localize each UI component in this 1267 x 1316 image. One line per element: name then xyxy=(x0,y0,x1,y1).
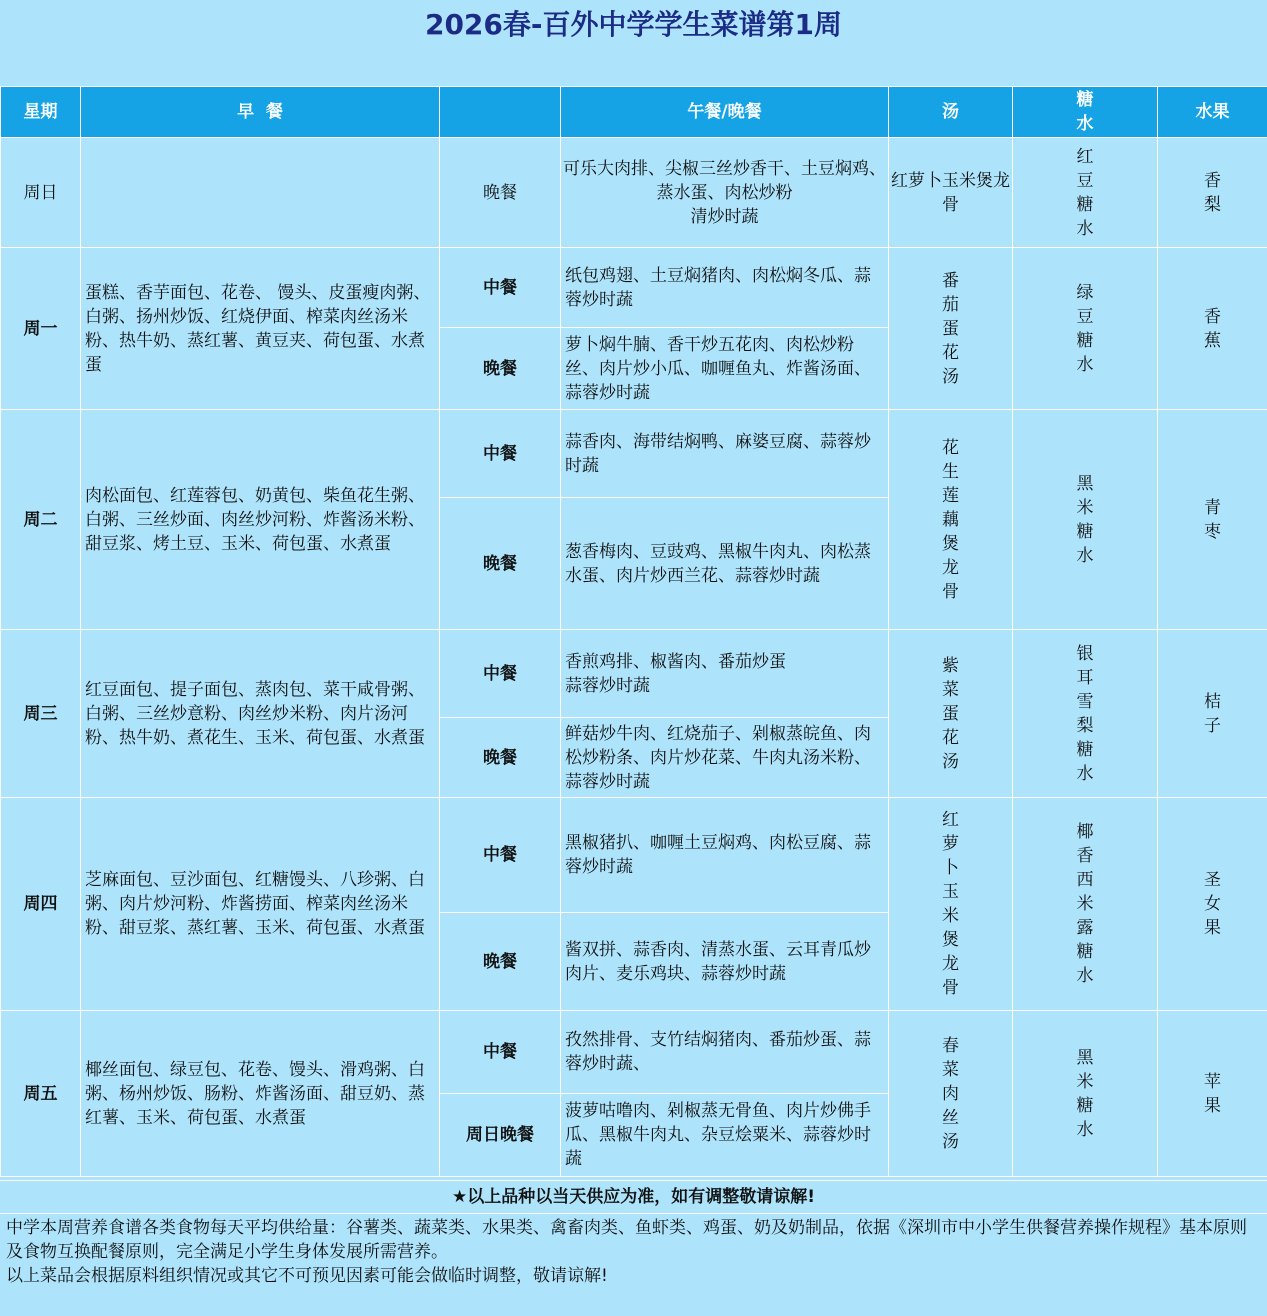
dishes-cell: 萝卜焖牛腩、香干炒五花肉、肉松炒粉丝、肉片炒小瓜、咖喱鱼丸、炸酱汤面、蒜蓉炒时蔬 xyxy=(561,328,889,410)
meal-type-cell: 中餐 xyxy=(440,410,561,498)
soup-cell xyxy=(889,138,1013,248)
soup-cell xyxy=(889,410,1013,630)
dishes-cell: 蒜香肉、海带结焖鸭、麻婆豆腐、蒜蓉炒时蔬 xyxy=(561,410,889,498)
soup-cell xyxy=(889,248,1013,410)
dishes-cell: 菠萝咕噜肉、剁椒蒸无骨鱼、肉片炒佛手瓜、黑椒牛肉丸、杂豆烩粟米、蒜蓉炒时蔬 xyxy=(561,1094,889,1177)
day-cell: 周五 xyxy=(1,1011,81,1177)
soup-text: 春菜肉丝汤 xyxy=(942,1035,959,1152)
day-cell: 周四 xyxy=(1,798,81,1011)
fruit-text: 青枣 xyxy=(1204,497,1221,542)
day-cell: 周一 xyxy=(1,248,81,410)
header-day: 星期 xyxy=(1,87,81,138)
fruit-text: 桔子 xyxy=(1204,691,1221,736)
sweet-soup-text: 绿豆糖水 xyxy=(1076,282,1094,375)
fruit-cell xyxy=(1158,138,1267,248)
table-row xyxy=(1,138,1267,248)
day-cell: 周三 xyxy=(1,630,81,798)
breakfast-cell: 蛋糕、香芋面包、花卷、 馒头、皮蛋瘦肉粥、白粥、扬州炒饭、红烧伊面、榨菜肉丝汤米粉、热牛奶、蒸红薯、黄豆夹、荷包蛋、水煮蛋 xyxy=(81,248,440,410)
day-cell: 周日 xyxy=(1,138,81,248)
soup-text: 红萝卜玉米煲龙骨 xyxy=(942,810,959,998)
table-row xyxy=(1,410,1267,498)
header-soup: 汤 xyxy=(889,87,1013,138)
sweet-soup-cell xyxy=(1013,138,1158,248)
adjustment-footnote: 以上菜品会根据原料组织情况或其它不可预见因素可能会做临时调整，敬请谅解! xyxy=(6,1266,608,1286)
sweet-soup-cell xyxy=(1013,1011,1158,1177)
dishes-cell: 可乐大肉排、尖椒三丝炒香干、土豆焖鸡、蒸水蛋、肉松炒粉 清炒时蔬 xyxy=(561,138,889,248)
header-breakfast: 早 餐 xyxy=(81,87,440,138)
meal-type-cell: 晚餐 xyxy=(440,328,561,410)
menu-table xyxy=(0,86,1267,1177)
dishes-cell: 酱双拼、蒜香肉、清蒸水蛋、云耳青瓜炒肉片、麦乐鸡块、蒜蓉炒时蔬 xyxy=(561,913,889,1011)
soup-text: 花生莲藕煲龙骨 xyxy=(942,437,959,602)
soup-cell xyxy=(889,630,1013,798)
header-row xyxy=(1,87,1267,138)
sweet-soup-cell xyxy=(1013,248,1158,410)
sweet-soup-cell xyxy=(1013,798,1158,1011)
breakfast-cell: 芝麻面包、豆沙面包、红糖馒头、八珍粥、白粥、肉片炒河粉、炸酱捞面、榨菜肉丝汤米粉、甜豆浆、蒸红薯、玉米、荷包蛋、水煮蛋 xyxy=(81,798,440,1011)
sweet-soup-text: 黑米糖水 xyxy=(1076,473,1094,566)
fruit-cell xyxy=(1158,410,1267,630)
menu-body xyxy=(1,138,1267,1177)
fruit-text: 苹果 xyxy=(1204,1071,1221,1116)
fruit-text: 香梨 xyxy=(1204,170,1221,215)
fruit-cell xyxy=(1158,630,1267,798)
dishes-cell: 鲜菇炒牛肉、红烧茄子、剁椒蒸皖鱼、肉松炒粉条、肉片炒花菜、牛肉丸汤米粉、蒜蓉炒时蔬 xyxy=(561,718,889,798)
dishes-cell: 香煎鸡排、椒酱肉、番茄炒蛋 蒜蓉炒时蔬 xyxy=(561,630,889,718)
sweet-soup-text: 黑米糖水 xyxy=(1076,1047,1094,1140)
header-meal-type xyxy=(440,87,561,138)
soup-text: 番茄蛋花汤 xyxy=(942,270,959,387)
fruit-cell xyxy=(1158,1011,1267,1177)
dishes-cell: 纸包鸡翅、土豆焖猪肉、肉松焖冬瓜、蒜蓉炒时蔬 xyxy=(561,248,889,328)
sweet-soup-text: 银耳雪梨糖水 xyxy=(1076,643,1094,784)
notice: ★以上品种以当天供应为准，如有调整敬请谅解! xyxy=(0,1180,1267,1214)
meal-type-cell: 中餐 xyxy=(440,1011,561,1094)
soup-text: 红萝卜玉米煲龙骨 xyxy=(891,170,1010,215)
dishes-cell: 孜然排骨、支竹结焖猪肉、番茄炒蛋、蒜蓉炒时蔬、 xyxy=(561,1011,889,1094)
table-row xyxy=(1,798,1267,913)
table-row xyxy=(1,1011,1267,1094)
day-cell: 周二 xyxy=(1,410,81,630)
meal-type-cell: 晚餐 xyxy=(440,718,561,798)
sweet-soup-cell xyxy=(1013,630,1158,798)
fruit-cell xyxy=(1158,798,1267,1011)
breakfast-cell xyxy=(81,138,440,248)
meal-type-cell: 中餐 xyxy=(440,248,561,328)
dishes-cell: 黑椒猪扒、咖喱土豆焖鸡、肉松豆腐、蒜蓉炒时蔬 xyxy=(561,798,889,913)
header-sweet-soup: 糖水 xyxy=(1013,87,1158,138)
meal-type-cell: 晚餐 xyxy=(440,138,561,248)
description-block xyxy=(0,1214,1267,1288)
fruit-text: 香蕉 xyxy=(1204,306,1221,351)
sweet-soup-text: 椰香西米露糖水 xyxy=(1076,822,1094,986)
header-lunch-dinner: 午餐/晚餐 xyxy=(561,87,889,138)
soup-cell xyxy=(889,1011,1013,1177)
meal-type-cell: 周日晚餐 xyxy=(440,1094,561,1177)
table-row xyxy=(1,630,1267,718)
meal-type-cell: 晚餐 xyxy=(440,498,561,630)
header-fruit: 水果 xyxy=(1158,87,1267,138)
breakfast-cell: 肉松面包、红莲蓉包、奶黄包、柴鱼花生粥、白粥、三丝炒面、肉丝炒河粉、炸酱汤米粉、甜豆浆、烤土豆、玉米、荷包蛋、水煮蛋 xyxy=(81,410,440,630)
fruit-cell xyxy=(1158,248,1267,410)
soup-cell xyxy=(889,798,1013,1011)
table-row xyxy=(1,248,1267,328)
sweet-soup-text: 红豆糖水 xyxy=(1076,146,1094,239)
sweet-soup-cell xyxy=(1013,410,1158,630)
soup-text: 紫菜蛋花汤 xyxy=(942,655,959,772)
dishes-cell: 葱香梅肉、豆豉鸡、黑椒牛肉丸、肉松蒸水蛋、肉片炒西兰花、蒜蓉炒时蔬 xyxy=(561,498,889,630)
meal-type-cell: 中餐 xyxy=(440,630,561,718)
meal-type-cell: 晚餐 xyxy=(440,913,561,1011)
breakfast-cell: 椰丝面包、绿豆包、花卷、馒头、滑鸡粥、白粥、杨州炒饭、肠粉、炸酱汤面、甜豆奶、蒸红薯、玉米、荷包蛋、水煮蛋 xyxy=(81,1011,440,1177)
nutrition-description: 中学本周营养食谱各类食物每天平均供给量：谷薯类、蔬菜类、水果类、禽畜肉类、鱼虾类、鸡蛋、奶及奶制品，依据《深圳市中小学生供餐营养操作规程》基本原则及食物互换配餐原则，完全满足小学生身体发展所需营养。 xyxy=(6,1218,1247,1262)
fruit-text: 圣女果 xyxy=(1204,870,1221,938)
page-title: 2026春-百外中学学生菜谱第1周 xyxy=(424,8,843,41)
breakfast-cell: 红豆面包、提子面包、蒸肉包、菜干咸骨粥、白粥、三丝炒意粉、肉丝炒米粉、肉片汤河粉、热牛奶、煮花生、玉米、荷包蛋、水煮蛋 xyxy=(81,630,440,798)
meal-type-cell: 中餐 xyxy=(440,798,561,913)
